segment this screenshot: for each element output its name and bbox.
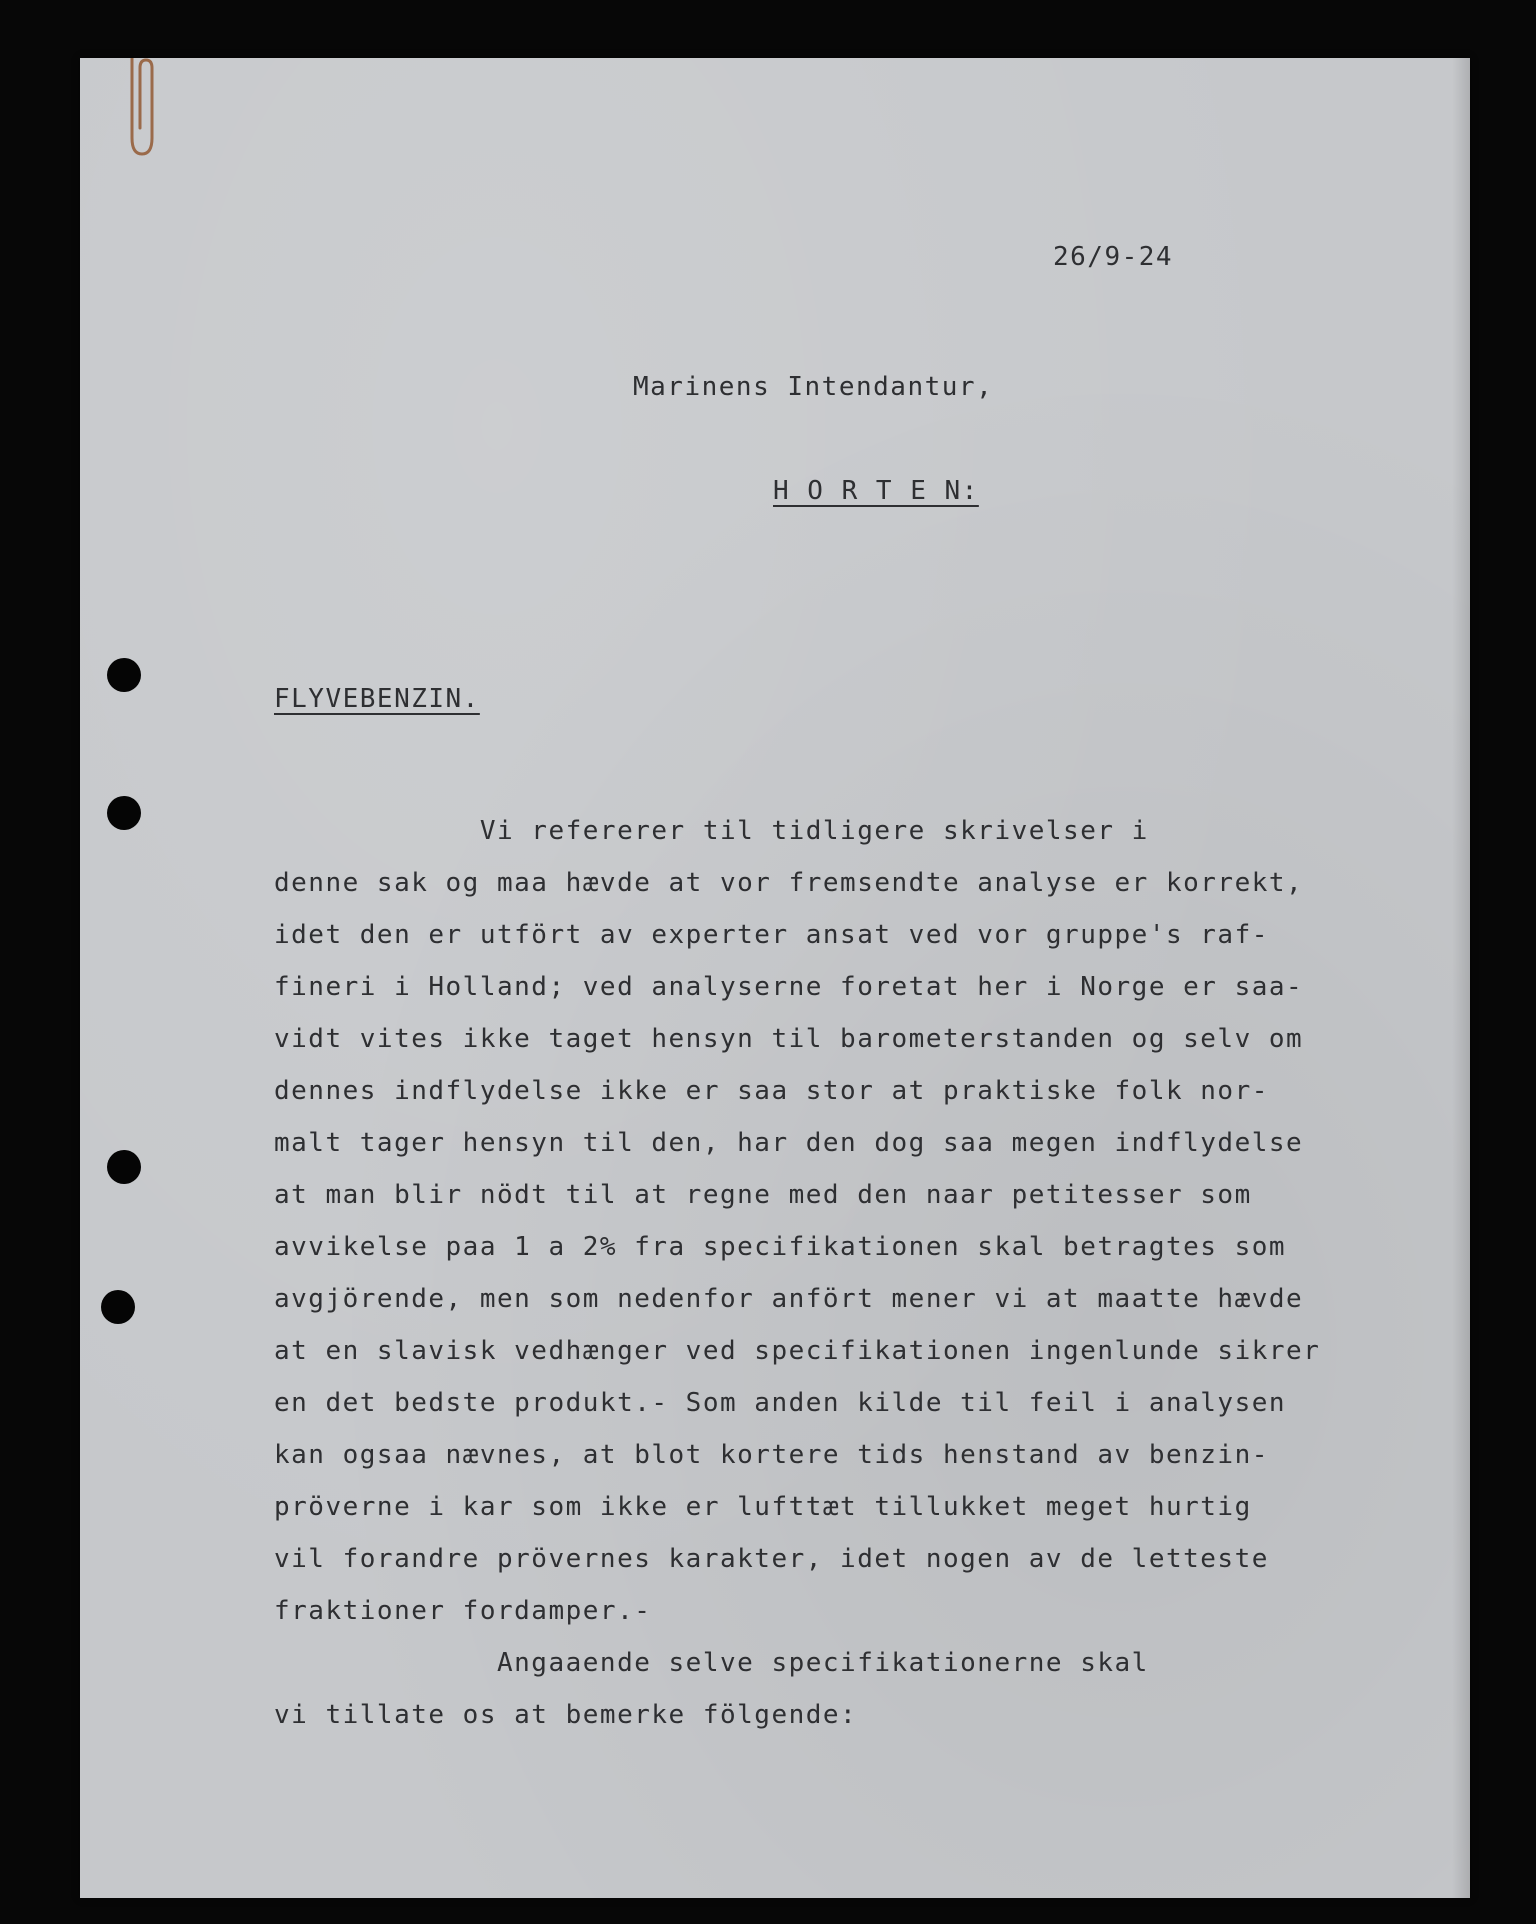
recipient-name: Marinens Intendantur, bbox=[633, 372, 994, 402]
body-line: vi tillate os at bemerke fölgende: bbox=[274, 1700, 858, 1730]
body-line: fineri i Holland; ved analyserne foretat her i Norge er saa- bbox=[274, 972, 1304, 1002]
body-line: fraktioner fordamper.- bbox=[274, 1596, 652, 1626]
body-line: at en slavisk vedhænger ved specifikationen ingenlunde sikrer bbox=[274, 1336, 1321, 1366]
body-line: Angaaende selve specifikationerne skal bbox=[274, 1648, 1149, 1678]
body-line: dennes indflydelse ikke er saa stor at praktiske folk nor- bbox=[274, 1076, 1269, 1106]
recipient-city: H O R T E N: bbox=[773, 476, 979, 506]
body-line: Vi refererer til tidligere skrivelser i bbox=[274, 816, 1149, 846]
letter-date: 26/9-24 bbox=[1053, 242, 1174, 272]
letter-subject: FLYVEBENZIN. bbox=[274, 684, 480, 714]
body-line: pröverne i kar som ikke er lufttæt tillukket meget hurtig bbox=[274, 1492, 1252, 1522]
body-line: denne sak og maa hævde at vor fremsendte analyse er korrekt, bbox=[274, 868, 1304, 898]
punch-hole-3 bbox=[107, 1150, 141, 1184]
body-line: vidt vites ikke taget hensyn til barometerstanden og selv om bbox=[274, 1024, 1304, 1054]
sheet-edge-shadow bbox=[1452, 58, 1470, 1898]
punch-hole-1 bbox=[107, 658, 141, 692]
body-line: idet den er utfört av experter ansat ved vor gruppe's raf- bbox=[274, 920, 1269, 950]
body-line: en det bedste produkt.- Som anden kilde til feil i analysen bbox=[274, 1388, 1287, 1418]
body-line: avvikelse paa 1 a 2% fra specifikationen skal betragtes som bbox=[274, 1232, 1287, 1262]
paperclip-icon bbox=[122, 58, 158, 158]
body-line: at man blir nödt til at regne med den naar petitesser som bbox=[274, 1180, 1252, 1210]
body-line: vil forandre prövernes karakter, idet nogen av de letteste bbox=[274, 1544, 1269, 1574]
punch-hole-2 bbox=[107, 796, 141, 830]
body-line: malt tager hensyn til den, har den dog saa megen indflydelse bbox=[274, 1128, 1304, 1158]
punch-hole-4 bbox=[101, 1290, 135, 1324]
body-line: kan ogsaa nævnes, at blot kortere tids henstand av benzin- bbox=[274, 1440, 1269, 1470]
body-line: avgjörende, men som nedenfor anfört mener vi at maatte hævde bbox=[274, 1284, 1304, 1314]
